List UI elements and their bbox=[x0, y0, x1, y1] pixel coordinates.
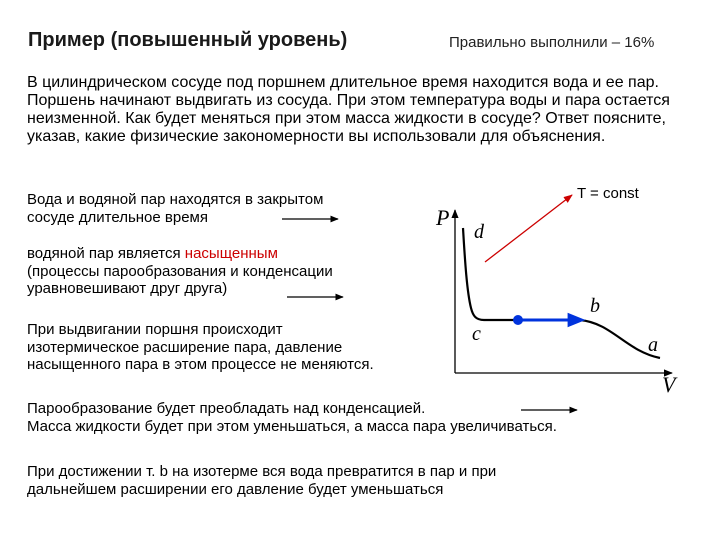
step-2-line-2: (процессы парообразования и конденсации bbox=[27, 262, 333, 280]
task-text: В цилиндрическом сосуде под поршнем длительное время находится вода и ее пар. Поршень начинают выдвигать из сосуда. При этом температура воды и пара остается неизменной. Как будет меняться при этом масса жидкости в сосуде? Ответ поясните, указав, какие физические закономерности вы использовали для объяснения. bbox=[27, 74, 670, 145]
state-point-dot bbox=[513, 315, 523, 325]
x-axis-label: V bbox=[662, 372, 676, 397]
step-3-line-2: изотермическое расширение пара, давление bbox=[27, 338, 343, 356]
point-a-label: a bbox=[648, 334, 658, 356]
step-4-line-2: Масса жидкости будет при этом уменьшаться, а масса пара увеличиваться. bbox=[27, 417, 557, 435]
step-3-line-3: насыщенного пара в этом процессе не меняются. bbox=[27, 356, 374, 373]
step-2-line-3: уравновешивают друг друга) bbox=[27, 280, 228, 297]
step-1-line-1: Вода и водяной пар находятся в закрытом bbox=[27, 191, 324, 208]
point-d-label: d bbox=[474, 221, 484, 243]
saturated-highlight: насыщенным bbox=[184, 245, 278, 262]
y-axis-label: P bbox=[436, 205, 450, 230]
point-b-label: b bbox=[590, 295, 600, 317]
point-c-label: c bbox=[472, 323, 481, 345]
step-5-line-2: дальнейшем расширении его давление будет уменьшаться bbox=[27, 480, 444, 498]
step-4-line-1: Парообразование будет преобладать над конденсацией. bbox=[27, 400, 426, 417]
step-1-line-2: сосуде длительное время bbox=[27, 208, 208, 226]
step-5-line-1: При достижении т. b на изотерме вся вода превратится в пар и при bbox=[27, 463, 497, 480]
slide-title: Пример (повышенный уровень) bbox=[28, 29, 348, 51]
success-rate-label: Правильно выполнили – 16% bbox=[449, 34, 655, 51]
isotherm-label: T = const bbox=[577, 185, 639, 202]
step-3-line-1: При выдвигании поршня происходит bbox=[27, 321, 283, 338]
isotherm-pointer-arrow bbox=[485, 195, 572, 262]
step-2-prefix: водяной пар является bbox=[27, 245, 185, 262]
isotherm-curve bbox=[463, 228, 660, 358]
